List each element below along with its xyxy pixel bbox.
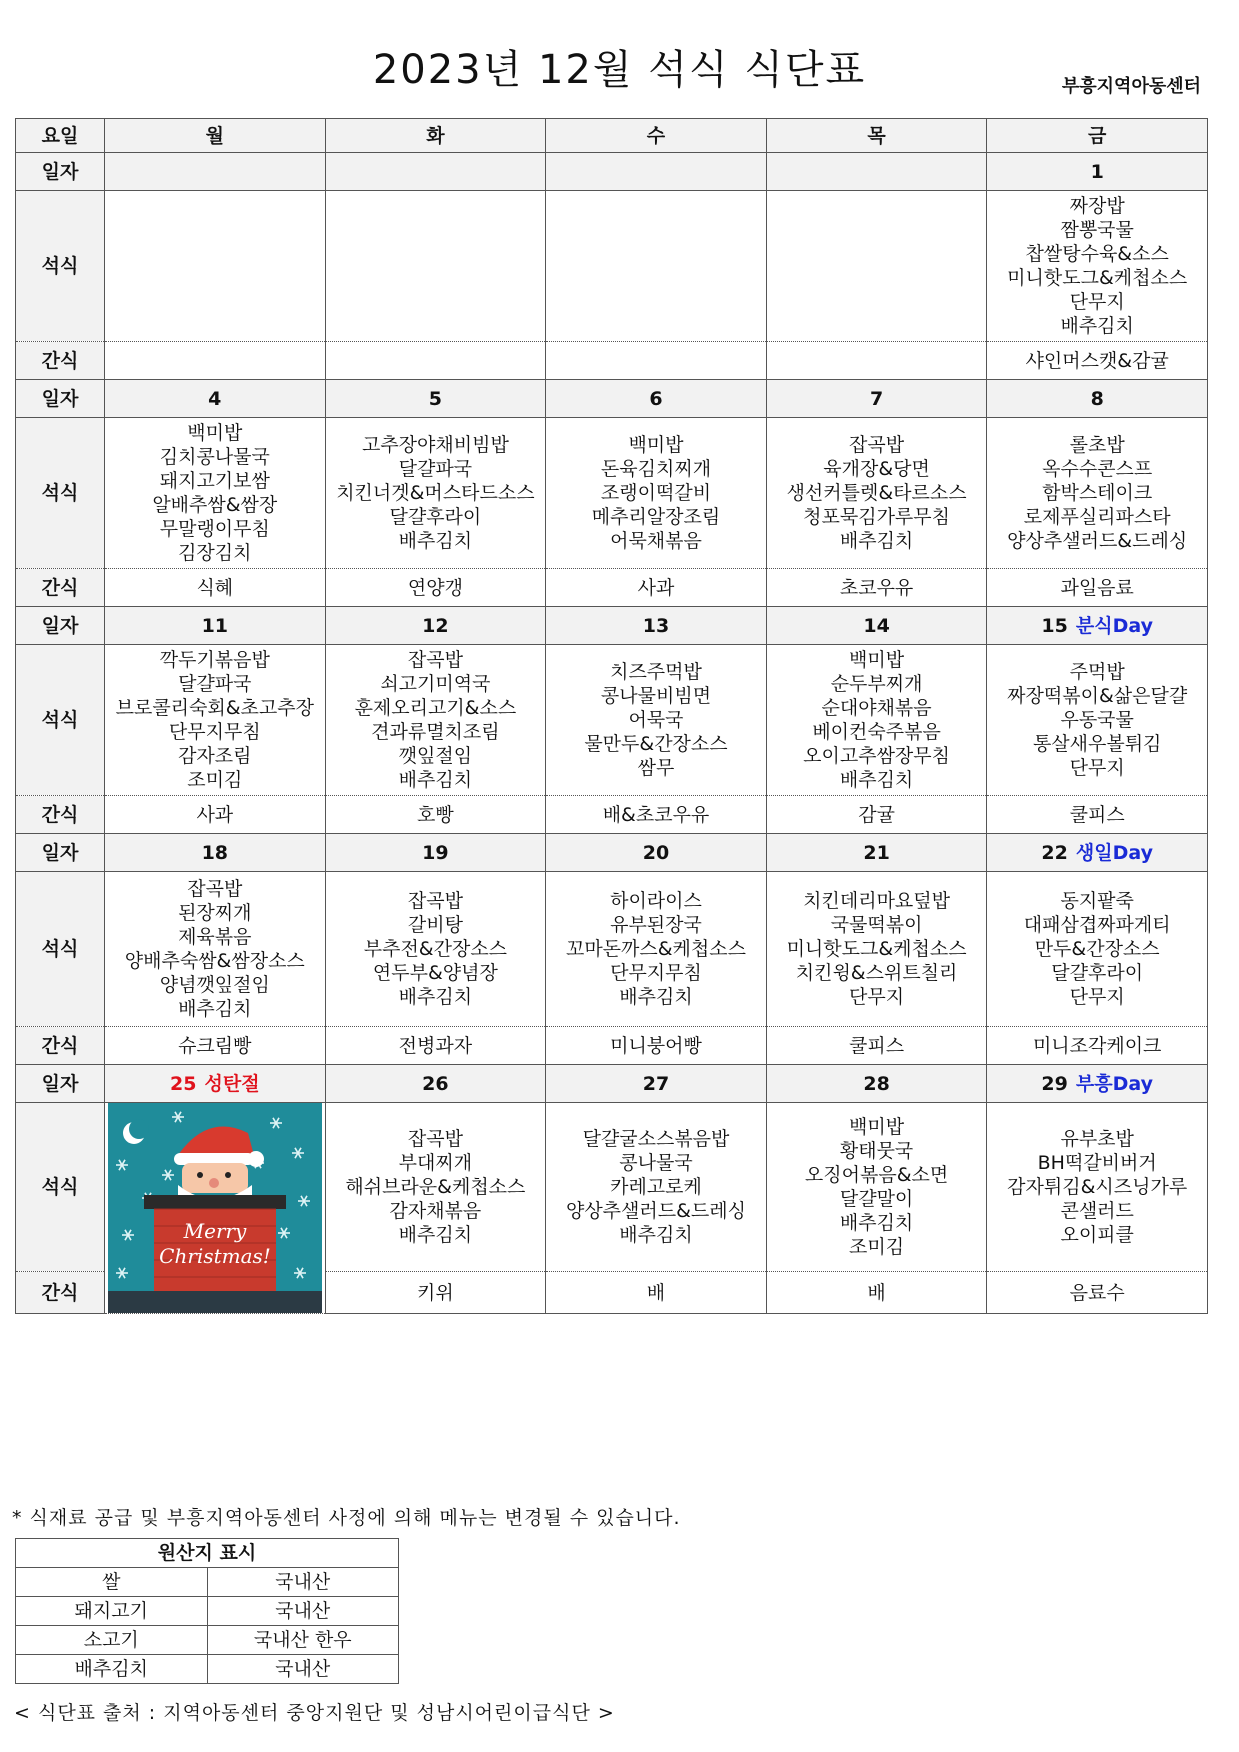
menu-item: 찹쌀탕수육&소스 <box>1025 243 1169 265</box>
dinner-row <box>16 191 1208 342</box>
menu-item: 국물떡볶이 <box>830 914 923 936</box>
dinner-cell <box>325 645 546 796</box>
date-number: 21 <box>863 841 890 864</box>
menu-item: 양념깻잎절임 <box>159 974 270 996</box>
dinner-cell <box>546 1103 767 1272</box>
xmas-text-line1: Merry <box>183 1219 247 1243</box>
date-row <box>16 153 1208 191</box>
menu-item: 양상추샐러드&드레싱 <box>565 1200 746 1223</box>
menu-item: 치킨너겟&머스타드소스 <box>336 482 535 504</box>
date-label: 일자 <box>16 1065 105 1103</box>
dinner-cell <box>325 1103 546 1272</box>
date-cell <box>105 380 326 418</box>
origin-table <box>15 1538 399 1684</box>
menu-item: 옥수수콘스프 <box>1042 458 1153 480</box>
date-number: 22 <box>1041 841 1068 864</box>
menu-item: 콘샐러드 <box>1060 1200 1134 1223</box>
menu-item: 배추김치 <box>839 1212 914 1235</box>
menu-item: 깻잎절임 <box>398 745 473 767</box>
menu-item: 배추김치 <box>398 530 473 552</box>
snack-cell: 배&초코우유 <box>546 796 767 834</box>
menu-item: 달걀말이 <box>839 1188 914 1211</box>
menu-item: 짬뽕국물 <box>1060 219 1134 241</box>
date-number: 14 <box>863 614 890 637</box>
menu-item: 감자채볶음 <box>389 1200 482 1223</box>
menu-item: 돼지고기보쌈 <box>159 470 270 492</box>
dinner-row <box>16 1103 1208 1272</box>
menu-item: 배추김치 <box>619 986 693 1008</box>
weekday-header: 금 <box>987 119 1208 153</box>
menu-item: 유부초밥 <box>1060 1128 1134 1151</box>
date-number: 15 <box>1041 614 1068 637</box>
snack-cell <box>546 342 767 380</box>
menu-item: 달걀후라이 <box>1051 962 1144 984</box>
menu-item: 순두부찌개 <box>830 673 923 695</box>
dinner-cell <box>546 872 767 1027</box>
snack-cell: 미니조각케이크 <box>987 1027 1208 1065</box>
menu-item: 잡곡밥 <box>187 878 243 900</box>
menu-item: 육개장&당면 <box>823 458 930 480</box>
menu-table <box>15 118 1208 1314</box>
menu-item: 백미밥 <box>187 422 243 444</box>
menu-item: 조미김 <box>849 1236 905 1259</box>
menu-item: 오이고추쌈장무침 <box>803 745 950 767</box>
dinner-cell <box>105 418 326 569</box>
menu-item: 오징어볶음&소면 <box>804 1164 949 1187</box>
day-tag: 성탄절 <box>204 1072 260 1095</box>
date-label: 일자 <box>16 380 105 418</box>
date-number: 28 <box>863 1072 890 1095</box>
menu-item: 배추김치 <box>619 1224 693 1247</box>
menu-item: 잡곡밥 <box>407 649 463 671</box>
date-cell <box>325 153 546 191</box>
menu-item: 단무지 <box>1069 757 1125 779</box>
date-cell <box>766 380 987 418</box>
menu-item: 쌈무 <box>637 757 675 779</box>
snack-cell: 쿨피스 <box>987 796 1208 834</box>
date-cell <box>546 380 767 418</box>
snack-cell: 미니붕어빵 <box>546 1027 767 1065</box>
center-name: 부흥지역아동센터 <box>1061 76 1201 97</box>
snack-row <box>16 796 1208 834</box>
menu-item: 만두&간장소스 <box>1034 938 1160 960</box>
menu-item: BH떡갈비버거 <box>1037 1152 1157 1175</box>
menu-item: 갈비탕 <box>407 914 463 936</box>
dinner-cell <box>987 191 1208 342</box>
menu-item: 주먹밥 <box>1069 661 1125 683</box>
snack-label: 간식 <box>16 1272 105 1314</box>
menu-item: 조랭이떡갈비 <box>600 482 712 504</box>
dinner-cell <box>766 1103 987 1272</box>
snack-cell <box>105 342 326 380</box>
snack-cell: 배 <box>546 1272 767 1314</box>
dinner-label: 석식 <box>16 191 105 342</box>
date-cell <box>546 1065 767 1103</box>
menu-item: 유부된장국 <box>610 914 702 936</box>
date-number: 12 <box>422 614 449 637</box>
menu-item: 달걀파국 <box>178 673 252 695</box>
menu-item: 오이피클 <box>1060 1224 1134 1247</box>
snack-cell: 호빵 <box>325 796 546 834</box>
dinner-row <box>16 872 1208 1027</box>
menu-item: 달걀후라이 <box>389 506 482 528</box>
dinner-cell <box>105 645 326 796</box>
day-tag: 생일Day <box>1075 841 1153 864</box>
menu-item: 베이컨숙주볶음 <box>812 721 941 743</box>
menu-item: 치킨데리마요덮밥 <box>803 890 950 912</box>
menu-item: 백미밥 <box>628 434 684 456</box>
menu-item: 조미김 <box>187 769 243 791</box>
origin-country: 국내산 <box>207 1568 399 1597</box>
day-tag: 부흥Day <box>1075 1072 1153 1095</box>
origin-food: 소고기 <box>16 1626 208 1655</box>
menu-item: 감자조림 <box>178 745 252 767</box>
dinner-cell <box>325 872 546 1027</box>
menu-item: 단무지 <box>849 986 905 1008</box>
menu-item: 콩나물비빔면 <box>600 685 712 707</box>
menu-item: 미니핫도그&케첩소스 <box>1007 267 1188 289</box>
weekday-header: 화 <box>325 119 546 153</box>
date-number: 25 <box>170 1072 197 1095</box>
dinner-label: 석식 <box>16 418 105 569</box>
menu-item: 배추김치 <box>398 769 473 791</box>
date-number: 29 <box>1041 1072 1068 1095</box>
menu-item: 백미밥 <box>849 1116 905 1139</box>
date-number: 7 <box>869 387 884 410</box>
menu-item: 치킨윙&스위트칠리 <box>795 962 958 984</box>
origin-row <box>16 1655 399 1684</box>
menu-item: 배추김치 <box>398 986 473 1008</box>
menu-item: 로제푸실리파스타 <box>1023 506 1171 528</box>
menu-item: 부대찌개 <box>398 1152 473 1175</box>
snack-cell: 전병과자 <box>325 1027 546 1065</box>
menu-item: 배추김치 <box>1060 315 1134 337</box>
date-cell <box>987 1065 1208 1103</box>
santa-face-icon <box>182 1163 248 1193</box>
snack-cell: 음료수 <box>987 1272 1208 1314</box>
menu-item: 연두부&양념장 <box>372 962 498 984</box>
menu-item: 배추김치 <box>839 769 914 791</box>
date-number: 4 <box>208 387 222 410</box>
dinner-cell <box>105 191 326 342</box>
date-cell <box>105 1065 326 1103</box>
menu-item: 견과류멸치조림 <box>371 721 500 743</box>
menu-item: 무말랭이무침 <box>159 518 270 540</box>
menu-item: 치즈주먹밥 <box>610 661 702 683</box>
date-number: 19 <box>422 841 449 864</box>
date-number: 1 <box>1090 160 1104 183</box>
snack-cell: 사과 <box>105 796 326 834</box>
origin-food: 배추김치 <box>16 1655 208 1684</box>
dinner-cell <box>987 872 1208 1027</box>
dinner-row <box>16 418 1208 569</box>
change-note: * 식재료 공급 및 부흥지역아동센터 사정에 의해 메뉴는 변경될 수 있습니다. <box>12 1507 681 1529</box>
date-cell <box>546 607 767 645</box>
menu-item: 순대야채볶음 <box>821 697 932 719</box>
weekday-header: 목 <box>766 119 987 153</box>
menu-item: 잡곡밥 <box>849 434 905 456</box>
menu-item: 짜장떡볶이&삶은달걀 <box>1007 685 1188 707</box>
day-tag: 분식Day <box>1075 614 1153 637</box>
date-row <box>16 834 1208 872</box>
dinner-cell <box>766 418 987 569</box>
menu-item: 배추김치 <box>398 1224 473 1247</box>
menu-item: 달걀굴소스볶음밥 <box>582 1128 730 1151</box>
menu-item: 양상추샐러드&드레싱 <box>1007 530 1188 552</box>
menu-item: 청포묵김가루무침 <box>803 506 950 528</box>
dinner-cell <box>105 872 326 1027</box>
menu-item: 함박스테이크 <box>1042 482 1153 504</box>
menu-item: 카레고로케 <box>610 1176 702 1199</box>
menu-item: 물만두&간장소스 <box>584 733 728 755</box>
menu-item: 꼬마돈까스&케첩소스 <box>565 938 746 960</box>
snack-cell: 키위 <box>325 1272 546 1314</box>
date-number: 11 <box>201 614 229 637</box>
menu-item: 김장김치 <box>178 542 252 564</box>
dinner-cell <box>766 645 987 796</box>
snack-cell: 초코우유 <box>766 569 987 607</box>
date-row <box>16 380 1208 418</box>
dinner-cell <box>105 1103 326 1314</box>
weekday-header: 수 <box>546 119 767 153</box>
weekday-header: 월 <box>105 119 326 153</box>
date-cell <box>987 153 1208 191</box>
origin-food: 쌀 <box>16 1568 208 1597</box>
date-cell <box>325 834 546 872</box>
snack-cell <box>325 342 546 380</box>
menu-item: 미니핫도그&케첩소스 <box>786 938 967 960</box>
menu-item: 배추김치 <box>839 530 914 552</box>
date-cell <box>766 834 987 872</box>
date-cell <box>546 153 767 191</box>
dinner-cell <box>546 191 767 342</box>
origin-country: 국내산 <box>207 1655 399 1684</box>
xmas-text-line2: Christmas! <box>158 1244 271 1268</box>
snack-label: 간식 <box>16 342 105 380</box>
source-note: < 식단표 출처 : 지역아동센터 중앙지원단 및 성남시어린이급식단 > <box>14 1702 615 1724</box>
origin-title-row <box>16 1539 399 1568</box>
menu-item: 쇠고기미역국 <box>380 673 491 695</box>
menu-item: 깍두기볶음밥 <box>159 649 270 671</box>
snack-label: 간식 <box>16 569 105 607</box>
menu-item: 메추리알장조림 <box>591 506 721 528</box>
menu-item: 짜장밥 <box>1069 195 1125 217</box>
date-label: 일자 <box>16 607 105 645</box>
menu-item: 고추장야채비빔밥 <box>361 434 509 456</box>
menu-item: 김치콩나물국 <box>159 446 270 468</box>
date-cell <box>105 607 326 645</box>
date-number: 27 <box>642 1072 670 1095</box>
page-title: 2023년 12월 석식 식단표 <box>372 47 867 93</box>
date-cell <box>766 607 987 645</box>
menu-item: 어묵채볶음 <box>610 530 702 552</box>
menu-item: 롤초밥 <box>1069 434 1125 456</box>
weekday-label: 요일 <box>16 119 105 153</box>
snack-cell: 사과 <box>546 569 767 607</box>
menu-item: 대패삼겹짜파게티 <box>1023 914 1171 936</box>
date-cell <box>325 607 546 645</box>
menu-item: 우동국물 <box>1060 709 1134 731</box>
snack-row <box>16 569 1208 607</box>
menu-item: 잡곡밥 <box>407 1128 463 1151</box>
date-cell <box>987 380 1208 418</box>
dinner-cell <box>987 418 1208 569</box>
menu-item: 단무지 <box>1069 986 1125 1008</box>
date-cell <box>987 607 1208 645</box>
snack-cell <box>766 342 987 380</box>
snack-cell: 슈크림빵 <box>105 1027 326 1065</box>
menu-item: 알배추쌈&쌈장 <box>152 494 278 516</box>
date-label: 일자 <box>16 153 105 191</box>
menu-item: 단무지 <box>1069 291 1125 313</box>
menu-item: 백미밥 <box>849 649 905 671</box>
menu-item: 동지팥죽 <box>1060 890 1134 912</box>
origin-row <box>16 1597 399 1626</box>
snack-cell: 식혜 <box>105 569 326 607</box>
date-cell <box>546 834 767 872</box>
origin-row <box>16 1568 399 1597</box>
menu-item: 브로콜리숙회&초고추장 <box>115 697 314 719</box>
date-cell <box>325 380 546 418</box>
origin-food: 돼지고기 <box>16 1597 208 1626</box>
origin-country: 국내산 한우 <box>207 1626 399 1655</box>
menu-item: 단무지무침 <box>610 962 702 984</box>
date-cell <box>105 153 326 191</box>
snack-row <box>16 342 1208 380</box>
menu-item: 하이라이스 <box>610 890 702 912</box>
menu-item: 부추전&간장소스 <box>363 938 508 960</box>
date-row <box>16 1065 1208 1103</box>
dinner-cell <box>325 191 546 342</box>
menu-item: 돈육김치찌개 <box>600 458 712 480</box>
menu-item: 양배추숙쌈&쌈장소스 <box>124 950 305 972</box>
snack-cell: 과일음료 <box>987 569 1208 607</box>
menu-item: 잡곡밥 <box>407 890 463 912</box>
date-number: 20 <box>642 841 670 864</box>
menu-item: 훈제오리고기&소스 <box>354 697 517 719</box>
menu-item: 감자튀김&시즈닝가루 <box>1007 1176 1188 1199</box>
date-number: 26 <box>422 1072 449 1095</box>
date-number: 5 <box>428 387 442 410</box>
menu-item: 통살새우볼튀김 <box>1032 733 1162 755</box>
dinner-cell <box>987 1103 1208 1272</box>
snack-cell: 샤인머스캣&감귤 <box>987 342 1208 380</box>
date-cell <box>766 153 987 191</box>
dinner-label: 석식 <box>16 872 105 1027</box>
menu-item: 콩나물국 <box>619 1152 693 1175</box>
menu-item: 해쉬브라운&케첩소스 <box>345 1176 526 1199</box>
dinner-cell <box>325 418 546 569</box>
dinner-label: 석식 <box>16 645 105 796</box>
dinner-row <box>16 645 1208 796</box>
menu-item: 된장찌개 <box>178 902 252 924</box>
weekday-row <box>16 119 1208 153</box>
origin-title: 원산지 표시 <box>16 1539 399 1568</box>
date-cell <box>105 834 326 872</box>
date-number: 18 <box>201 841 229 864</box>
snack-label: 간식 <box>16 1027 105 1065</box>
date-cell <box>766 1065 987 1103</box>
dinner-label: 석식 <box>16 1103 105 1272</box>
menu-item: 제육볶음 <box>178 926 252 948</box>
date-number: 13 <box>642 614 670 637</box>
dinner-cell <box>546 418 767 569</box>
menu-item: 황태뭇국 <box>839 1140 914 1163</box>
dinner-cell <box>766 872 987 1027</box>
dinner-cell <box>546 645 767 796</box>
date-cell <box>325 1065 546 1103</box>
date-number: 6 <box>649 387 663 410</box>
snack-cell: 쿨피스 <box>766 1027 987 1065</box>
menu-item: 어묵국 <box>628 709 684 731</box>
snack-cell: 감귤 <box>766 796 987 834</box>
snack-label: 간식 <box>16 796 105 834</box>
menu-item: 달걀파국 <box>398 458 473 480</box>
dinner-cell <box>987 645 1208 796</box>
date-label: 일자 <box>16 834 105 872</box>
date-row <box>16 607 1208 645</box>
snack-row <box>16 1027 1208 1065</box>
date-number: 8 <box>1090 387 1104 410</box>
menu-item: 단무지무침 <box>168 721 261 743</box>
christmas-illustration <box>108 1103 322 1313</box>
date-cell <box>987 834 1208 872</box>
origin-row <box>16 1626 399 1655</box>
snack-cell: 배 <box>766 1272 987 1314</box>
origin-country: 국내산 <box>207 1597 399 1626</box>
snack-cell: 연양갱 <box>325 569 546 607</box>
menu-item: 배추김치 <box>178 998 252 1020</box>
menu-item: 생선커틀렛&타르소스 <box>786 482 967 504</box>
dinner-cell <box>766 191 987 342</box>
